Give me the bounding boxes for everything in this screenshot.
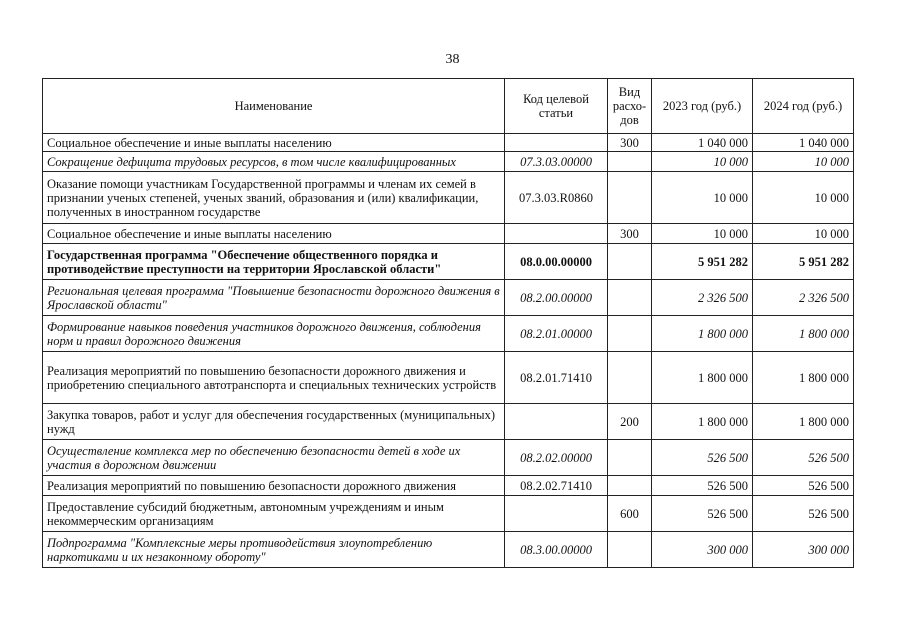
table-row xyxy=(43,352,854,404)
table-row xyxy=(43,404,854,440)
table-row xyxy=(43,244,854,280)
row-value-2024: 2 326 500 xyxy=(753,280,854,316)
row-code: 08.2.01.71410 xyxy=(505,352,608,404)
row-value-2023: 10 000 xyxy=(652,172,753,224)
header-code: Код целевой статьи xyxy=(505,79,608,134)
row-kind xyxy=(608,280,652,316)
row-code xyxy=(505,404,608,440)
row-value-2024: 10 000 xyxy=(753,224,854,244)
row-kind xyxy=(608,172,652,224)
row-value-2023: 5 951 282 xyxy=(652,244,753,280)
row-code xyxy=(505,224,608,244)
table-row xyxy=(43,152,854,172)
row-kind xyxy=(608,440,652,476)
row-value-2024: 300 000 xyxy=(753,532,854,568)
row-code: 08.2.02.71410 xyxy=(505,476,608,496)
row-kind: 300 xyxy=(608,134,652,152)
row-code xyxy=(505,496,608,532)
table-row xyxy=(43,476,854,496)
header-row xyxy=(43,79,854,134)
row-value-2023: 1 800 000 xyxy=(652,404,753,440)
row-code xyxy=(505,134,608,152)
row-value-2024: 526 500 xyxy=(753,476,854,496)
row-value-2024: 10 000 xyxy=(753,152,854,172)
row-kind xyxy=(608,152,652,172)
row-value-2023: 10 000 xyxy=(652,152,753,172)
row-code: 08.3.00.00000 xyxy=(505,532,608,568)
row-kind xyxy=(608,532,652,568)
row-value-2023: 10 000 xyxy=(652,224,753,244)
table-row xyxy=(43,280,854,316)
header-name: Наименование xyxy=(43,79,505,134)
row-name: Государственная программа "Обеспечение общественного порядка и противодействие преступности на территории Ярославской области" xyxy=(43,244,505,280)
row-name: Осуществление комплекса мер по обеспечению безопасности детей в ходе их участия в дорожном движении xyxy=(43,440,505,476)
row-code: 08.2.01.00000 xyxy=(505,316,608,352)
row-kind xyxy=(608,244,652,280)
row-kind xyxy=(608,316,652,352)
row-value-2024: 5 951 282 xyxy=(753,244,854,280)
row-kind: 200 xyxy=(608,404,652,440)
row-value-2024: 1 800 000 xyxy=(753,404,854,440)
row-name: Реализация мероприятий по повышению безопасности дорожного движения xyxy=(43,476,505,496)
row-kind xyxy=(608,352,652,404)
budget-table xyxy=(42,78,854,568)
row-name: Подпрограмма "Комплексные меры противодействия злоупотреблению наркотиками и их незаконному обороту" xyxy=(43,532,505,568)
row-value-2024: 1 800 000 xyxy=(753,316,854,352)
row-name: Закупка товаров, работ и услуг для обеспечения государственных (муниципальных) нужд xyxy=(43,404,505,440)
row-value-2023: 526 500 xyxy=(652,440,753,476)
row-code: 07.3.03.R0860 xyxy=(505,172,608,224)
row-name: Социальное обеспечение и иные выплаты населению xyxy=(43,224,505,244)
row-kind xyxy=(608,476,652,496)
header-2023: 2023 год (руб.) xyxy=(652,79,753,134)
table-row xyxy=(43,224,854,244)
row-value-2023: 2 326 500 xyxy=(652,280,753,316)
table-row xyxy=(43,316,854,352)
row-value-2023: 526 500 xyxy=(652,496,753,532)
table-row xyxy=(43,496,854,532)
row-value-2023: 1 800 000 xyxy=(652,352,753,404)
row-value-2023: 526 500 xyxy=(652,476,753,496)
row-value-2023: 1 040 000 xyxy=(652,134,753,152)
row-value-2023: 300 000 xyxy=(652,532,753,568)
row-name: Социальное обеспечение и иные выплаты населению xyxy=(43,134,505,152)
row-name: Оказание помощи участникам Государственной программы и членам их семей в признании ученых степеней, ученых званий, образования и (или) квалификации, полученных в иностранном государстве xyxy=(43,172,505,224)
row-value-2024: 1 800 000 xyxy=(753,352,854,404)
row-value-2024: 10 000 xyxy=(753,172,854,224)
row-kind: 600 xyxy=(608,496,652,532)
table-body xyxy=(43,134,854,568)
row-value-2023: 1 800 000 xyxy=(652,316,753,352)
row-value-2024: 1 040 000 xyxy=(753,134,854,152)
row-name: Региональная целевая программа "Повышение безопасности дорожного движения в Ярославской области" xyxy=(43,280,505,316)
row-value-2024: 526 500 xyxy=(753,496,854,532)
table-row xyxy=(43,172,854,224)
row-name: Сокращение дефицита трудовых ресурсов, в том числе квалифицированных xyxy=(43,152,505,172)
row-name: Формирование навыков поведения участников дорожного движения, соблюдения норм и правил дорожного движения xyxy=(43,316,505,352)
row-code: 07.3.03.00000 xyxy=(505,152,608,172)
row-value-2024: 526 500 xyxy=(753,440,854,476)
page-number: 38 xyxy=(445,52,460,67)
table-row xyxy=(43,440,854,476)
row-code: 08.0.00.00000 xyxy=(505,244,608,280)
table-row xyxy=(43,134,854,152)
row-name: Реализация мероприятий по повышению безопасности дорожного движения и приобретению специального автотранспорта и специальных технических устройств xyxy=(43,352,505,404)
row-kind: 300 xyxy=(608,224,652,244)
row-name: Предоставление субсидий бюджетным, автономным учреждениям и иным некоммерческим организациям xyxy=(43,496,505,532)
header-2024: 2024 год (руб.) xyxy=(753,79,854,134)
row-code: 08.2.02.00000 xyxy=(505,440,608,476)
row-code: 08.2.00.00000 xyxy=(505,280,608,316)
header-kind: Вид расхо-дов xyxy=(608,79,652,134)
table-row xyxy=(43,532,854,568)
